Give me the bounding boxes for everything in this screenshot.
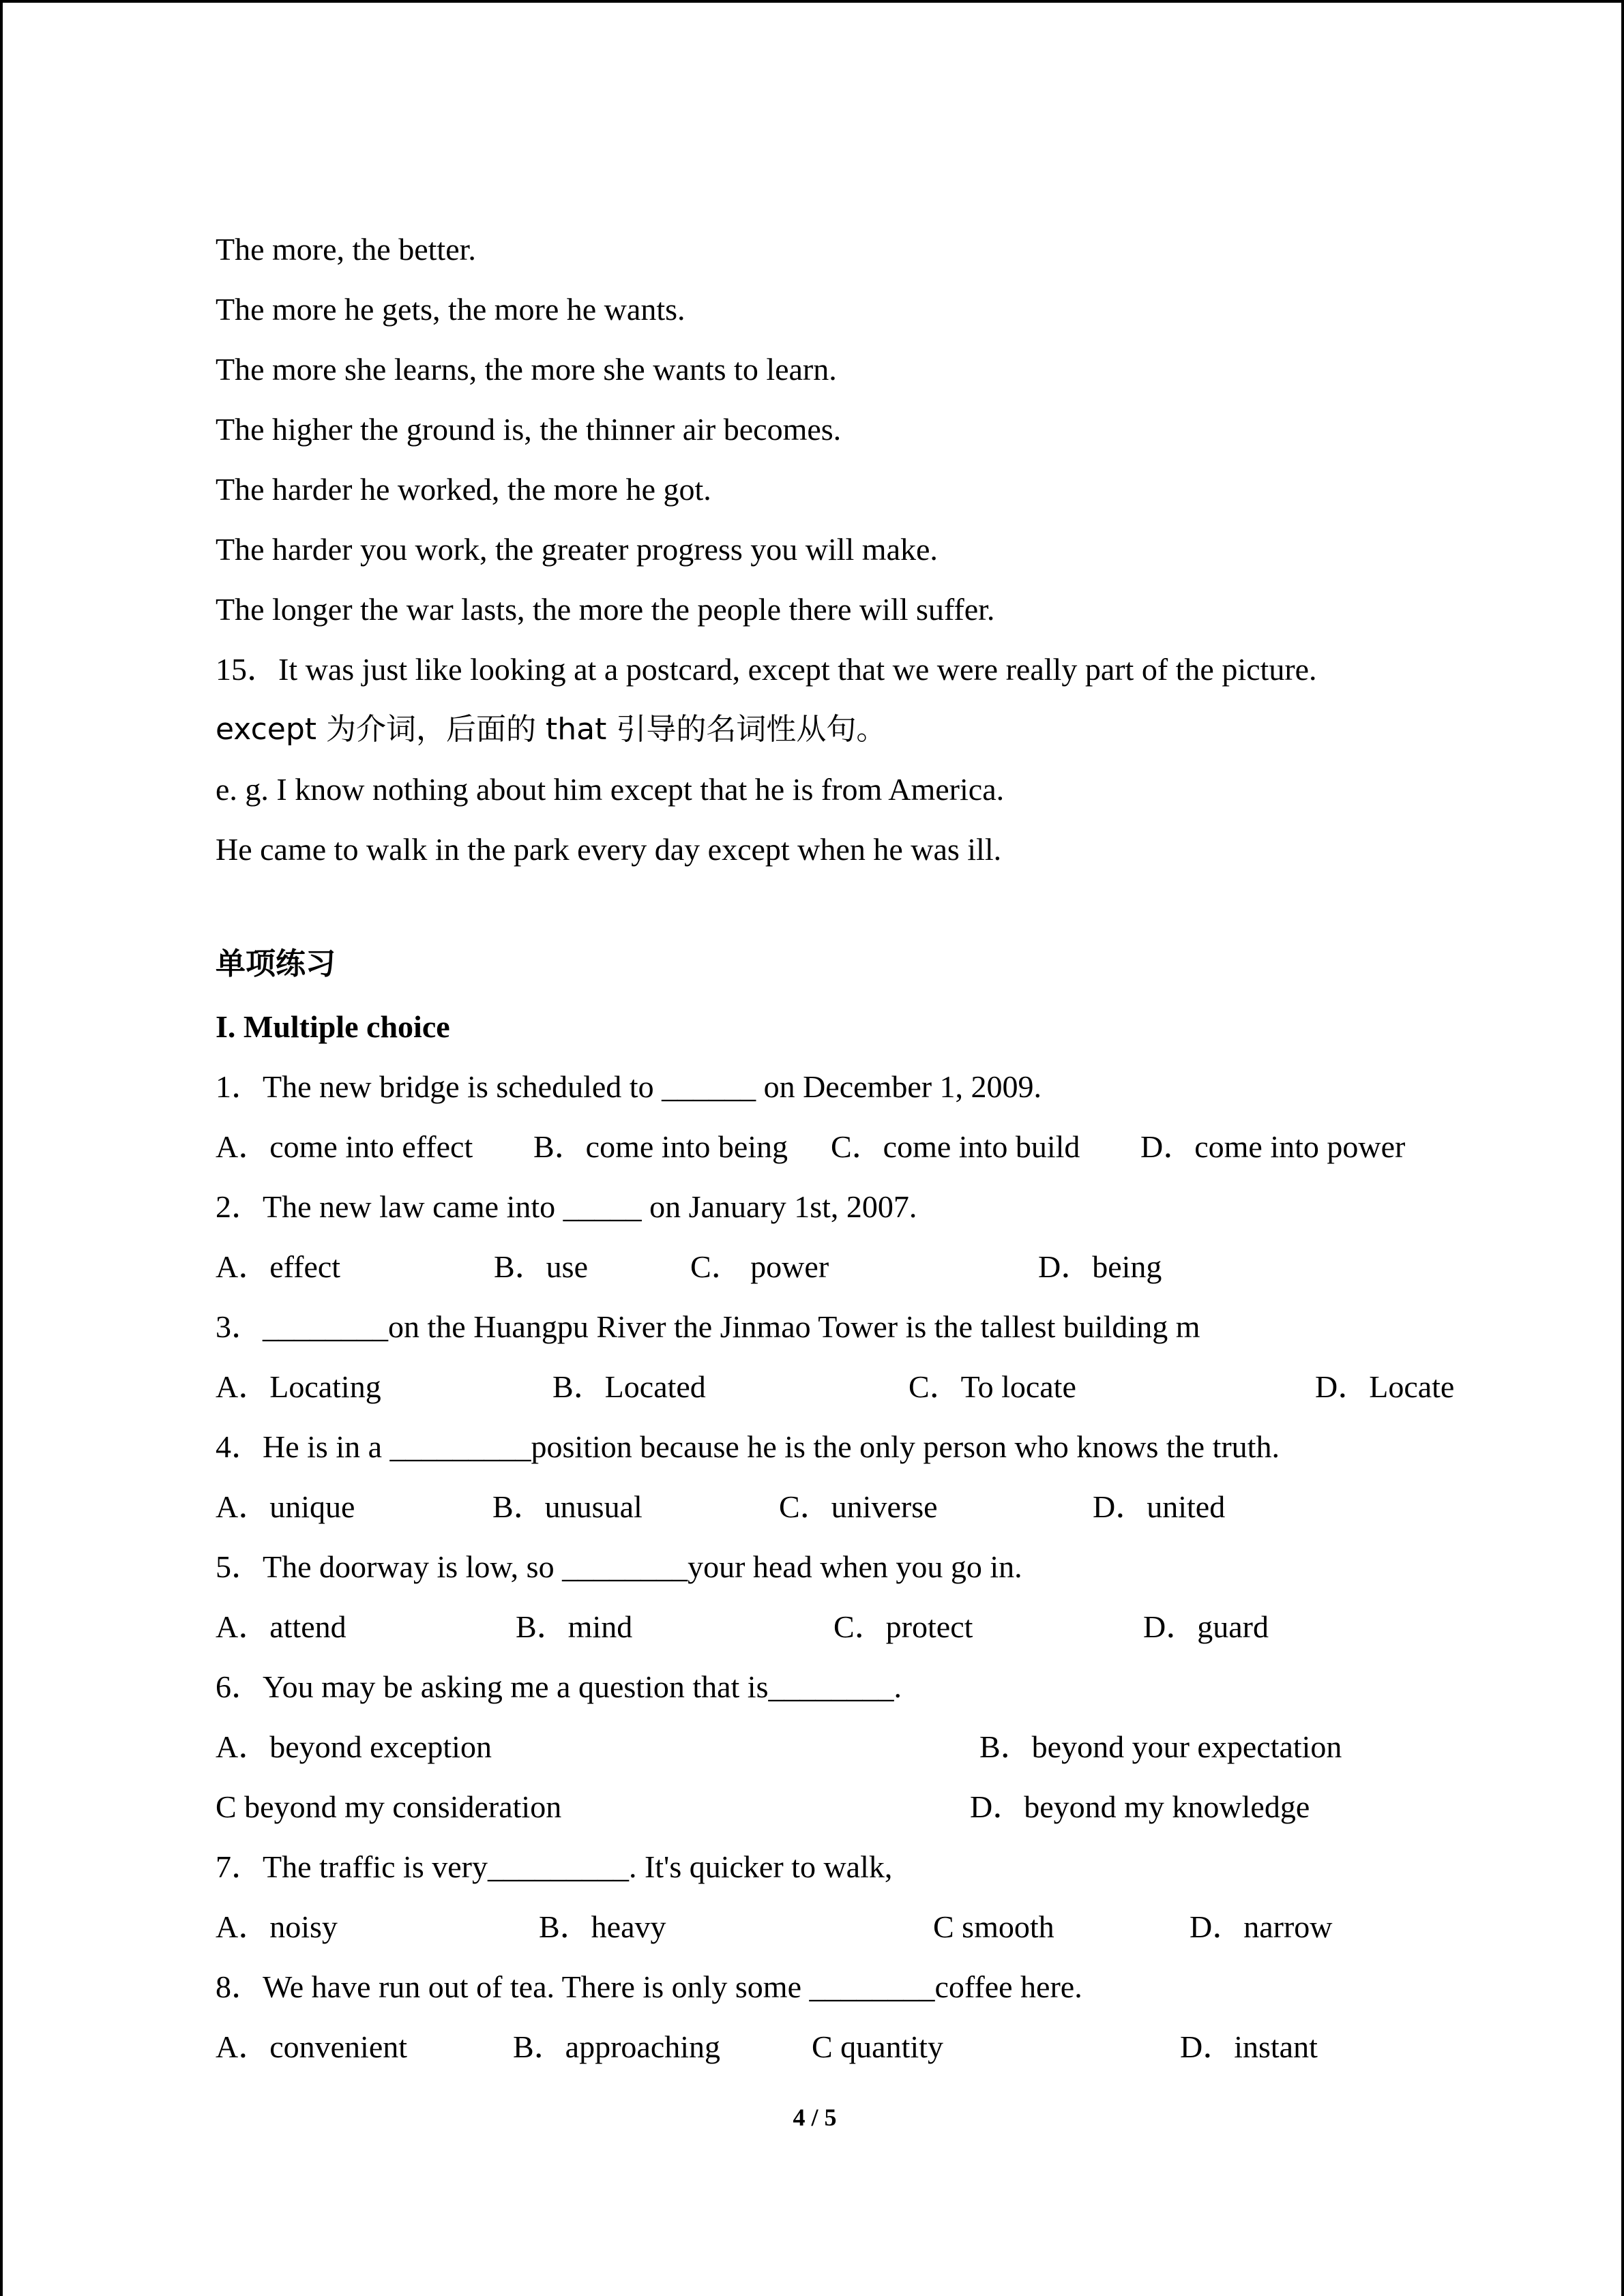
page-number: 4 / 5 [793,2104,837,2131]
option-b: B．unusual [492,1489,643,1524]
option-c: C smooth [933,1909,1054,1944]
note-line: The more she learns, the more she wants to learn. [216,352,837,387]
question-stem-7: 7．The traffic is very_________. It's quicker to walk, [216,1849,893,1884]
note-explanation-cn: except 为介词，后面的 that 引导的名词性从句。 [216,712,887,747]
question-options-7 [216,1897,1511,1957]
option-d: D．come into power [1140,1129,1406,1164]
page-content [216,220,1511,2077]
question-stem-3: 3．________on the Huangpu River the Jinmao Tower is the tallest building m [216,1309,1200,1344]
option-b: B．come into being [533,1129,788,1164]
question-stem-1: 1．The new bridge is scheduled to ______ on December 1, 2009. [216,1069,1042,1104]
question-stem-6: 6．You may be asking me a question that is________. [216,1669,902,1704]
option-d: D．instant [1180,2029,1318,2064]
option-c: C．come into build [831,1129,1080,1164]
note-line: The longer the war lasts, the more the people there will suffer. [216,592,995,627]
option-d: D．beyond my knowledge [970,1789,1310,1824]
option-a: A．Locating [216,1369,381,1404]
option-a: A．come into effect [216,1129,473,1164]
question-options-6-row2 [216,1777,1511,1837]
option-c: C．protect [833,1609,973,1644]
option-c: C． power [690,1249,829,1284]
question-options-6-row1 [216,1717,1511,1777]
question-stem-5: 5．The doorway is low, so ________your head when you go in. [216,1549,1022,1584]
question-stem-4: 4．He is in a _________position because he is the only person who knows the truth. [216,1429,1280,1464]
note-line: The higher the ground is, the thinner air becomes. [216,412,842,447]
option-d: D．narrow [1190,1909,1333,1944]
option-d: D．being [1038,1249,1162,1284]
option-b: B．Located [552,1369,706,1404]
option-b: B．heavy [539,1909,666,1944]
option-a: A．attend [216,1609,346,1644]
option-b: B．beyond your expectation [979,1729,1342,1764]
option-c: C．To locate [909,1369,1076,1404]
option-b: B．approaching [513,2029,721,2064]
note-example: He came to walk in the park every day except when he was ill. [216,832,1002,867]
note-line: The more, the better. [216,232,476,267]
option-c: C quantity [812,2029,943,2064]
note-example: e. g. I know nothing about him except that he is from America. [216,772,1005,807]
option-c: C．universe [779,1489,938,1524]
question-options-3 [216,1357,1511,1417]
option-b: B．use [494,1249,588,1284]
section-title-cn: 单项练习 [216,946,336,981]
section-title-en: I. Multiple choice [216,1009,450,1044]
option-a: A．unique [216,1489,355,1524]
option-d: D．united [1093,1489,1226,1524]
question-options-5 [216,1597,1511,1657]
option-a: A．convenient [216,2029,408,2064]
option-a: A．effect [216,1249,341,1284]
question-options-4 [216,1477,1511,1537]
note-line: The harder you work, the greater progress you will make. [216,532,938,567]
option-d: D．guard [1143,1609,1269,1644]
question-stem-2: 2．The new law came into _____ on January 1st, 2007. [216,1189,917,1224]
option-c: C beyond my consideration [216,1789,562,1824]
question-stem-8: 8．We have run out of tea. There is only some ________coffee here. [216,1969,1082,2004]
question-options-1 [216,1117,1511,1177]
option-b: B．mind [516,1609,633,1644]
note-line: The harder he worked, the more he got. [216,472,711,507]
option-a: A．beyond exception [216,1729,492,1764]
question-options-8 [216,2017,1511,2077]
note-line: The more he gets, the more he wants. [216,292,685,327]
option-d: D．Locate [1315,1369,1455,1404]
note-item-15: 15．It was just like looking at a postcard, except that we were really part of the picture. [216,652,1317,687]
option-a: A．noisy [216,1909,338,1944]
question-options-2 [216,1237,1511,1297]
